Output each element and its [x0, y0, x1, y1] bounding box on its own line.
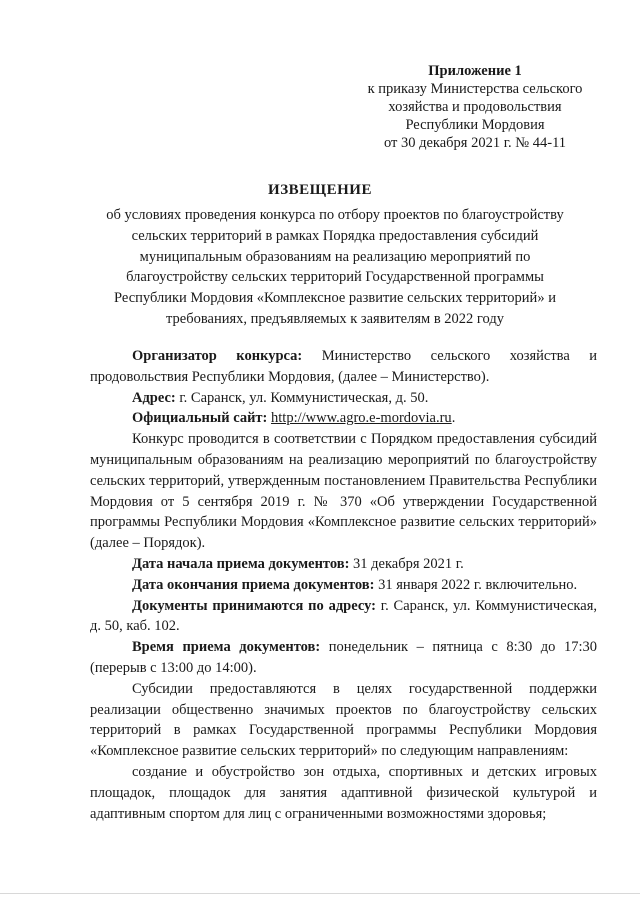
site-tail: . [451, 410, 456, 427]
appendix-line-2: хозяйства и продовольствия [388, 99, 562, 115]
start-date-label: Дата начала приема документов: [132, 555, 350, 572]
end-date-text: 31 января 2022 г. включительно. [374, 576, 578, 593]
notice-body [90, 346, 597, 824]
site-paragraph [90, 408, 597, 429]
bottom-divider [0, 893, 640, 894]
end-date-paragraph [90, 575, 597, 596]
appendix-line-3: Республики Мордовия [405, 117, 545, 133]
address-label: Адрес: [132, 389, 176, 406]
start-date-text: 31 декабря 2021 г. [349, 555, 464, 572]
contest-paragraph: Конкурс проводится в соответствии с Порядком предоставления субсидий муниципальным образованиям на реализацию мероприятий по благоустройству сельских территорий, утвержденным постановлением Правительства Республики Мордовия от 5 сентября 2019 г. № 370 «Об утверждении Государственной программы Республики Мордовия «Комплексное развитие сельских территорий» (далее – Порядок). [90, 431, 597, 552]
address-paragraph [90, 388, 597, 409]
site-label: Официальный сайт: [132, 410, 268, 427]
address-text: г. Саранск, ул. Коммунистическая, д. 50. [175, 389, 429, 406]
appendix-line-1: к приказу Министерства сельского [367, 81, 583, 97]
direction-1-paragraph: создание и обустройство зон отдыха, спортивных и детских игровых площадок, площадок для занятия адаптивной физической культурой и адаптивным спортом для лиц с ограниченными возможностями здоровья; [90, 763, 597, 822]
appendix-line-4: от 30 декабря 2021 г. № 44-11 [383, 135, 567, 151]
organizer-paragraph [90, 346, 597, 388]
appendix-block [330, 62, 620, 152]
reception-time-paragraph [90, 637, 597, 679]
site-link[interactable]: http://www.agro.e-mordovia.ru [271, 410, 452, 427]
reception-time-text: понедельник – пятница с 8:30 до 17:30 (перерыв с 13:00 до 14:00). [90, 639, 597, 676]
notice-title: ИЗВЕЩЕНИЕ [268, 182, 372, 198]
docs-address-label: Документы принимаются по адресу: [132, 597, 376, 614]
notice-subtitle: об условиях проведения конкурса по отбору проектов по благоустройству сельских территорий в рамках Порядка предоставления субсидий муниципальным образованиям на реализацию мероприятий по благоустройству сельских территорий Государственной программы Республики Мордовия «Комплексное развитие сельских территорий» и требованиях, предъявляемых к заявителям в 2022 году [106, 207, 564, 327]
reception-time-label: Время приема документов: [132, 639, 321, 656]
organizer-text: Министерство сельского хозяйства и продовольствия Республики Мордовия, (далее – Министерство). [90, 348, 597, 385]
subsidy-paragraph: Субсидии предоставляются в целях государственной поддержки реализации общественно значимых проектов по благоустройству сельских территорий в рамках Государственной программы Республики Мордовия «Комплексное развитие сельских территорий» по следующим направлениям: [90, 680, 597, 760]
docs-address-paragraph [90, 596, 597, 638]
docs-address-text: г. Саранск, ул. Коммунистическая, д. 50, каб. 102. [90, 597, 597, 635]
end-date-label: Дата окончания приема документов: [132, 576, 375, 593]
appendix-heading: Приложение 1 [428, 63, 522, 79]
organizer-label: Организатор конкурса: [132, 348, 303, 364]
start-date-paragraph [90, 554, 597, 575]
